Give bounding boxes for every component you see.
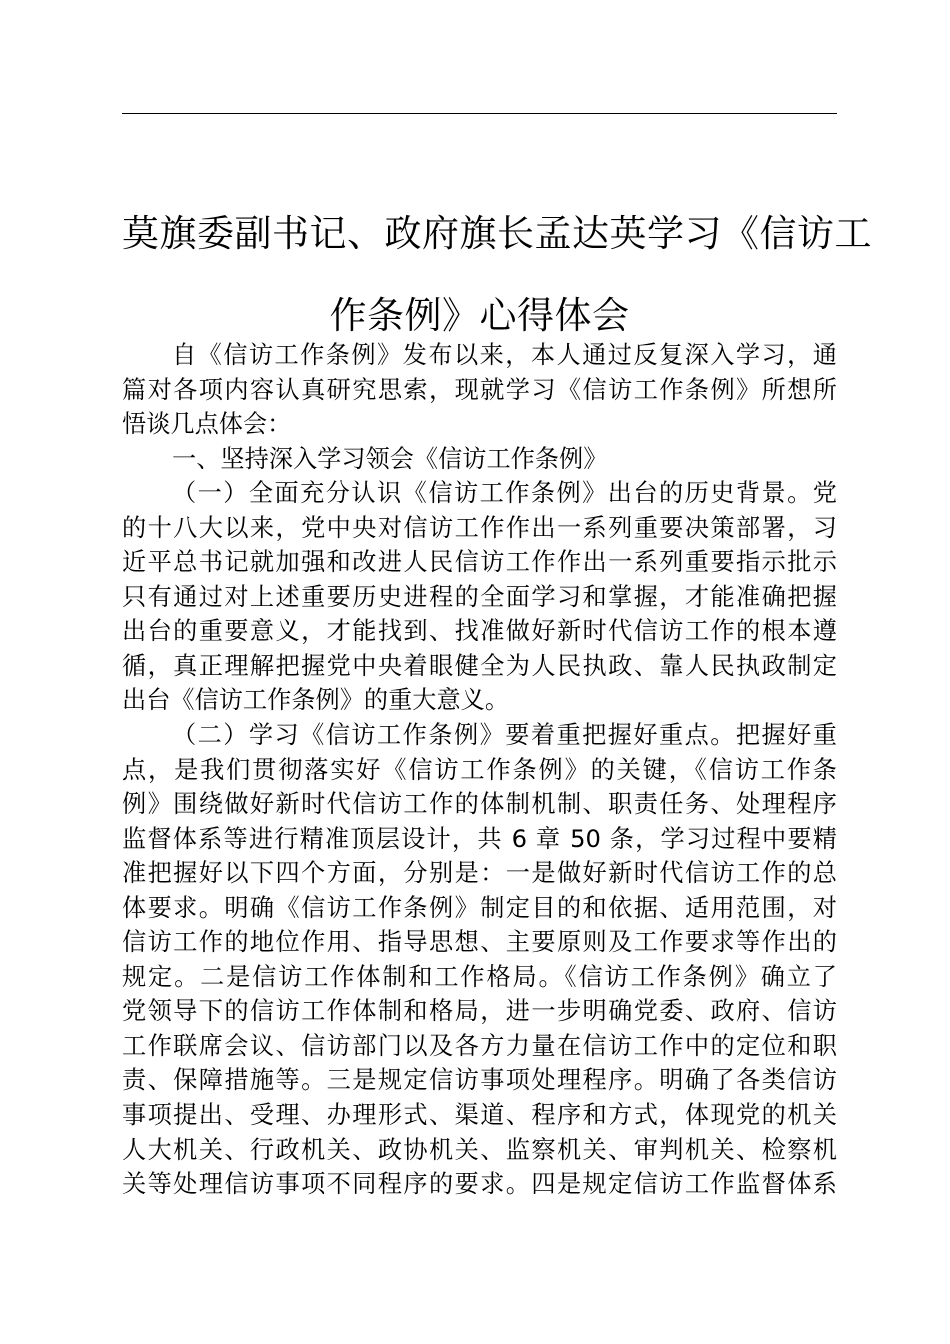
header-rule xyxy=(122,113,837,114)
body-line: 责、保障措施等。三是规定信访事项处理程序。明确了各类信访 xyxy=(122,1066,837,1095)
document-body xyxy=(122,338,837,1202)
body-line: 人大机关、行政机关、政协机关、监察机关、审判机关、检察机 xyxy=(122,1135,837,1164)
title-line-1: 莫旗委副书记、政府旗长孟达英学习《信访工 xyxy=(122,211,872,255)
body-line: 自《信访工作条例》发布以来，本人通过反复深入学习，通 xyxy=(172,341,837,369)
body-line: （一）全面充分认识《信访工作条例》出台的历史背景。党 xyxy=(172,479,837,508)
body-line: 工作联席会议、信访部门以及各方力量在信访工作中的定位和职 xyxy=(122,1031,837,1060)
body-line: 一、坚持深入学习领会《信访工作条例》 xyxy=(172,444,608,473)
body-line: （二）学习《信访工作条例》要着重把握好重点。把握好重 xyxy=(172,721,837,750)
body-line: 监督体系等进行精准顶层设计，共 6 章 50 条，学习过程中要精 xyxy=(122,824,837,853)
document-title xyxy=(122,193,872,357)
body-line: 出台的重要意义，才能找到、找准做好新时代信访工作的根本遵 xyxy=(122,617,837,646)
body-line: 近平总书记就加强和改进人民信访工作作出一系列重要指示批示 xyxy=(122,548,837,577)
body-line: 例》围绕做好新时代信访工作的体制机制、职责任务、处理程序 xyxy=(122,790,837,819)
body-line: 循，真正理解把握党中央着眼健全为人民执政、靠人民执政制定 xyxy=(122,651,837,680)
body-line: 党领导下的信访工作体制和格局，进一步明确党委、政府、信访 xyxy=(122,997,837,1026)
body-line: 点，是我们贯彻落实好《信访工作条例》的关键，《信访工作条 xyxy=(122,755,837,784)
title-line-2: 作条例》心得体会 xyxy=(329,293,630,337)
body-line: 信访工作的地位作用、指导思想、主要原则及工作要求等作出的 xyxy=(122,928,837,957)
body-line: 规定。二是信访工作体制和工作格局。《信访工作条例》确立了 xyxy=(122,962,837,991)
body-line: 只有通过对上述重要历史进程的全面学习和掌握，才能准确把握 xyxy=(122,582,837,611)
body-line: 篇对各项内容认真研究思索，现就学习《信访工作条例》所想所 xyxy=(122,375,837,404)
body-line: 事项提出、受理、办理形式、渠道、程序和方式，体现党的机关 xyxy=(122,1101,837,1130)
body-line: 出台《信访工作条例》的重大意义。 xyxy=(122,686,510,715)
body-line: 体要求。明确《信访工作条例》制定目的和依据、适用范围，对 xyxy=(122,893,837,922)
body-line: 悟谈几点体会： xyxy=(122,410,292,439)
body-line: 关等处理信访事项不同程序的要求。四是规定信访工作监督体系 xyxy=(122,1170,837,1199)
body-line: 的十八大以来，党中央对信访工作作出一系列重要决策部署，习 xyxy=(122,513,837,542)
body-line: 准把握好以下四个方面，分别是：一是做好新时代信访工作的总 xyxy=(122,859,837,888)
